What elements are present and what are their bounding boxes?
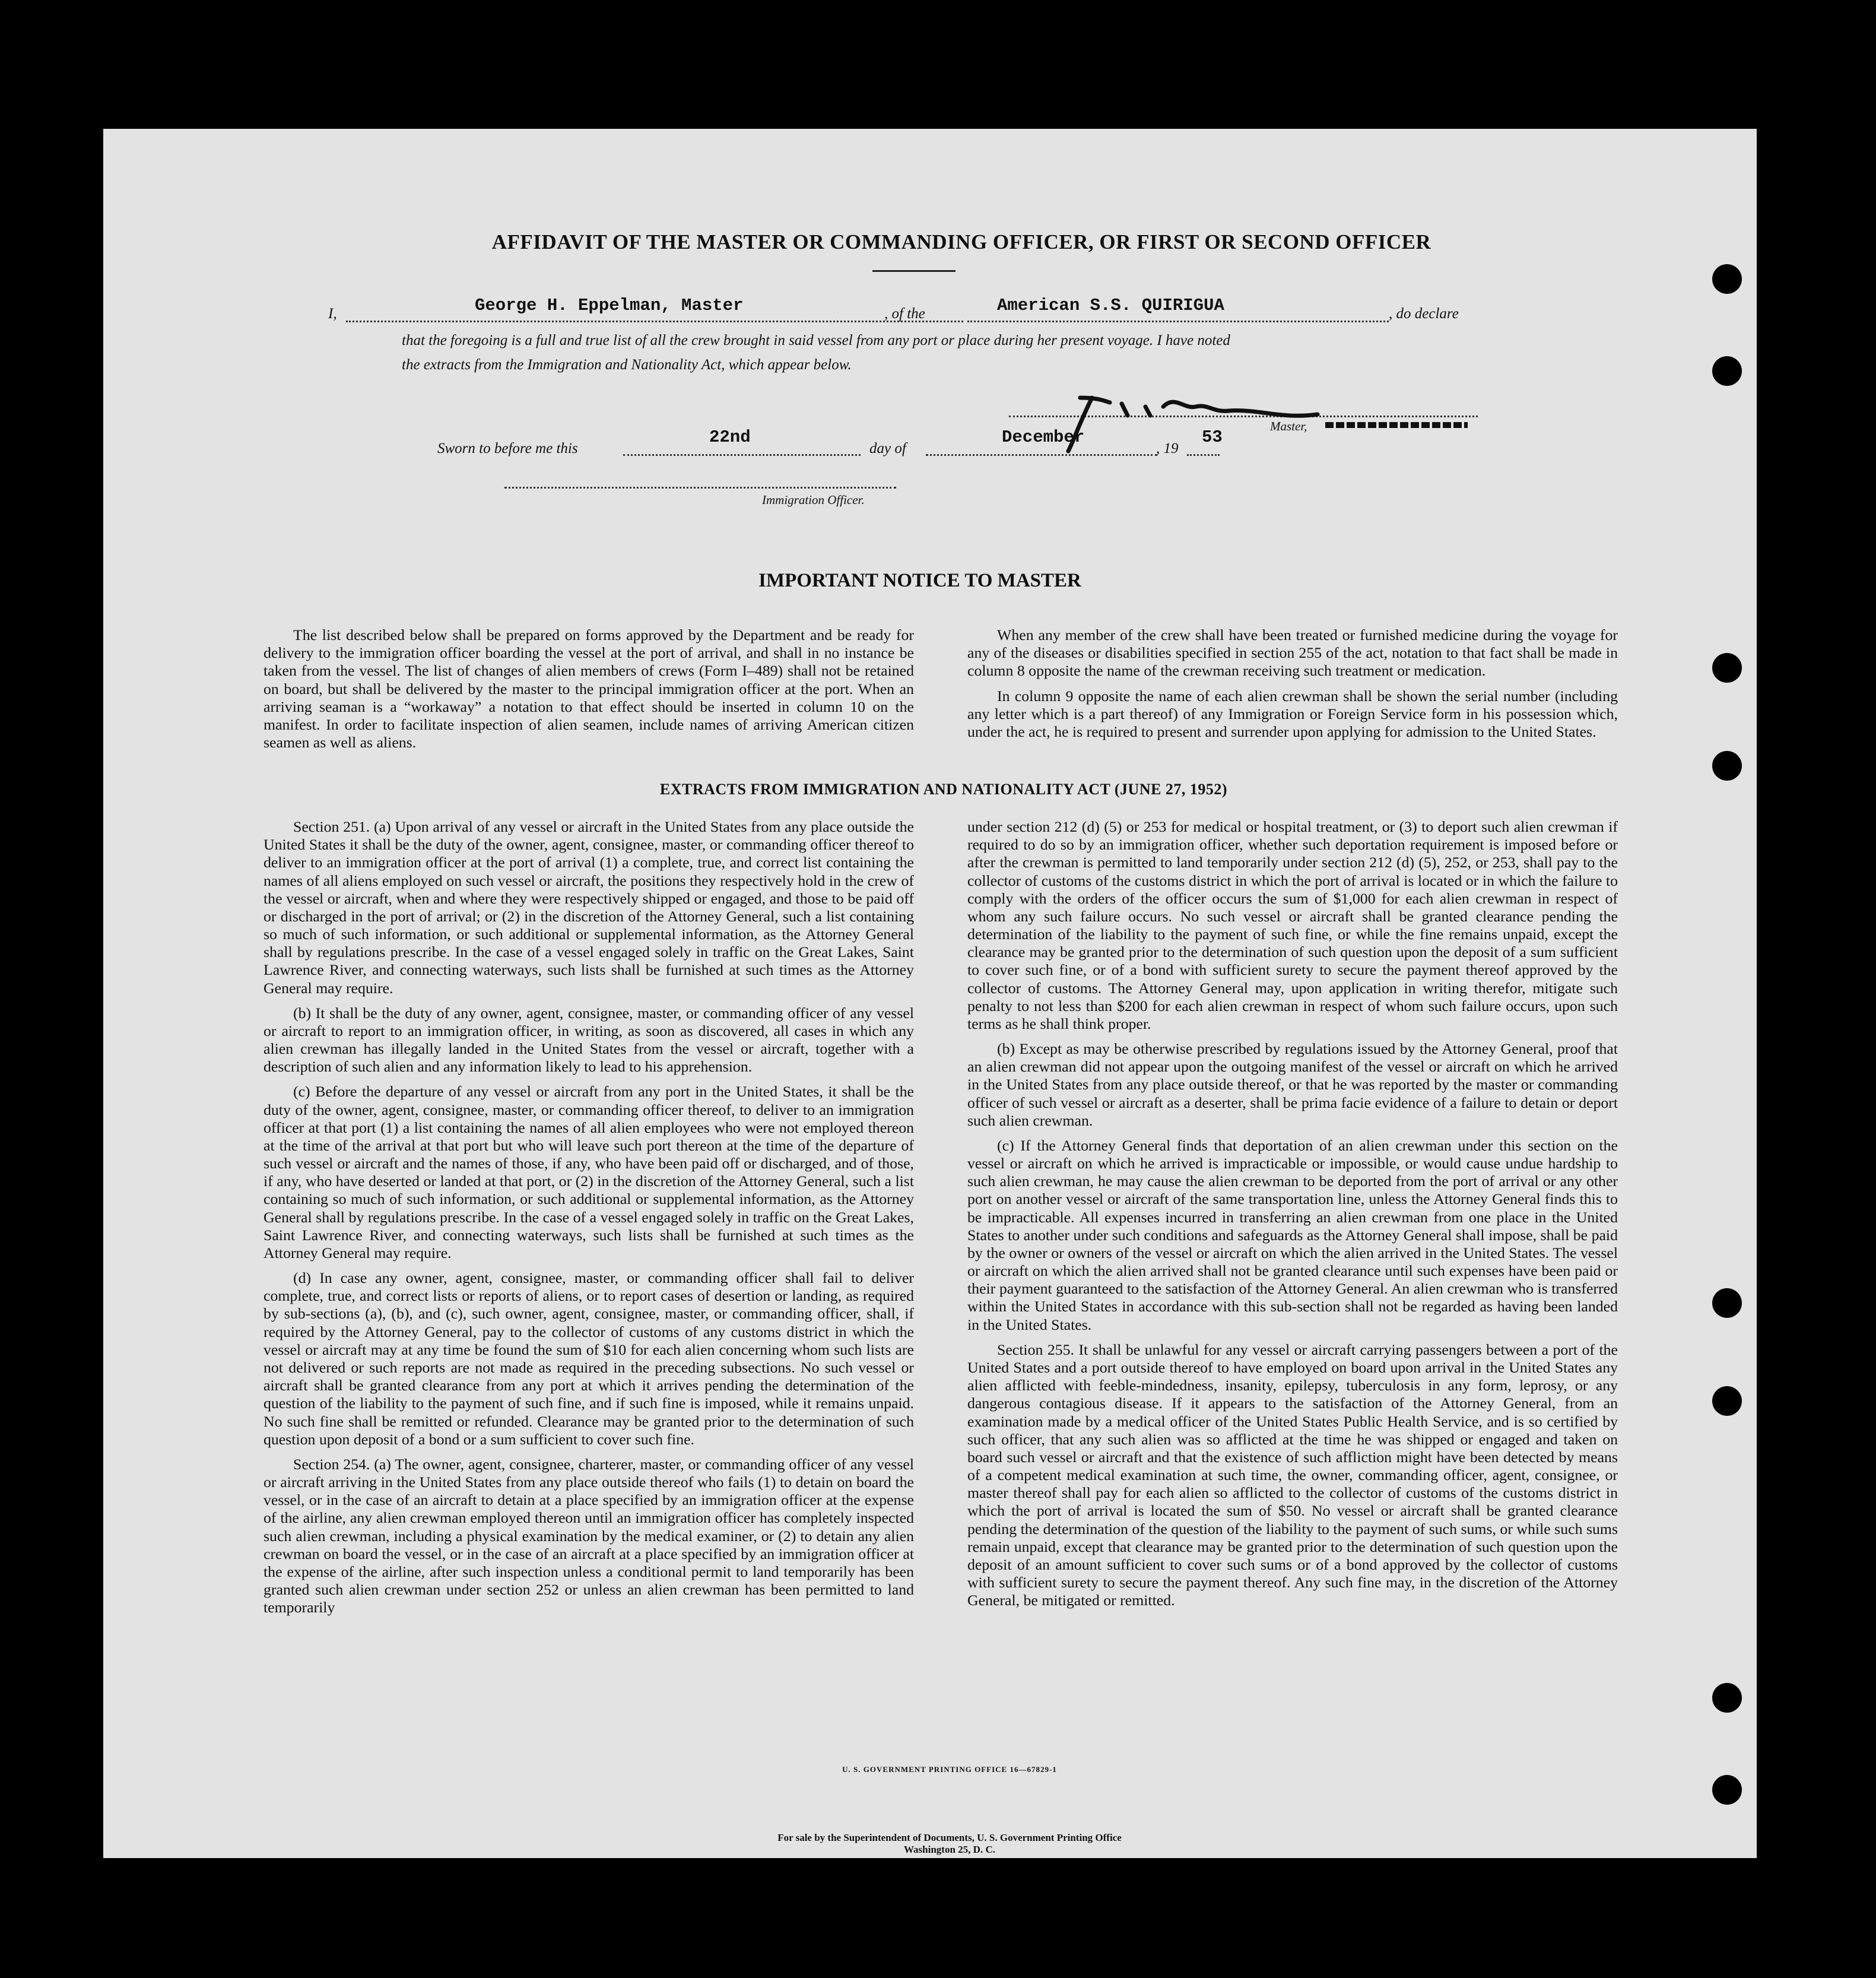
- section-251-a: Section 251. (a) Upon arrival of any vessel or aircraft in the United States from any place outside the United States it shall be the duty of the owner, agent, consignee, master, or commanding officer thereof to deliver to an immigration officer at the port of arrival (1) a complete, true, and correct list containing the names of all aliens employed on such vessel or aircraft, the positions they respectively hold in the crew of the vessel or aircraft, when and where they were respectively shipped or engaged, and those to be paid off or discharged in the port of arrival; or (2) in the discretion of the Attorney General, such a list containing so much of such information, or such additional or supplemental information, as the Attorney General shall by regulations prescribe. In the case of a vessel engaged solely in traffic on the Great Lakes, Saint Lawrence River, and connecting waterways, such lists shall be furnished at such times as the Attorney General may require.: [264, 818, 914, 997]
- of-the-label: , of the: [884, 306, 925, 322]
- extracts-title: EXTRACTS FROM IMMIGRATION AND NATIONALITY ACT (JUNE 27, 1952): [659, 781, 1228, 798]
- notice-right-paragraph-2: In column 9 opposite the name of each alien crewman shall be shown the serial number (including any letter which is a part thereof) of any Immigration or Foreign Service form in his possession which, under the act, he is required to present and surrender upon applying for admission to the United States.: [967, 687, 1618, 740]
- affidavit-title: AFFIDAVIT OF THE MASTER OR COMMANDING OFFICER, OR FIRST OR SECOND OFFICER: [491, 230, 1431, 253]
- declarant-line: [346, 321, 963, 322]
- section-251-c: (c) Before the departure of any vessel or aircraft from any port in the United States, it shall be the duty of the owner, agent, consignee, master, or commanding officer thereof, to deliver to an immigration officer at that port (1) a list containing the names of all alien employees who were not employed thereon at the time of the arrival at that port but who will leave such port thereon at the time of the departure of such vessel or aircraft and the names of those, if any, who have been paid off or discharged, and of those, if any, who have deserted or landed at that port, or (2) in the discretion of the Attorney General, such a list containing so much of such information, or such additional or supplemental information, as the Attorney General shall by regulations prescribe. In the case of a vessel engaged solely in traffic on the Great Lakes, Saint Lawrence River, and connecting waterways, such lists shall be furnished at such times as the Attorney General may require.: [264, 1083, 914, 1261]
- binder-hole: [1712, 356, 1742, 386]
- binder-hole: [1712, 264, 1742, 294]
- year-line: [1187, 454, 1220, 456]
- section-251-b: (b) It shall be the duty of any owner, agent, consignee, master, or commanding officer of any vessel or aircraft to report to an immigration officer, in writing, as soon as discovered, all cases in which any alien crewman has illegally landed in the United States from the vessel or aircraft, together with a description of such alien and any information likely to lead to his apprehension.: [264, 1004, 914, 1076]
- declarant-name: George H. Eppelman, Master: [475, 296, 744, 315]
- binder-hole: [1712, 1775, 1742, 1805]
- notice-left-paragraph: The list described below shall be prepared on forms approved by the Department and be ready for delivery to the immigration officer boarding the vessel at the port of arrival, and shall in no instance be taken from the vessel. The list of changes of alien members of crews (Form I–489) shall not be retained on board, but shall be delivered by the master to the principal immigration officer at the port. When an arriving seaman is a “workaway” a notation to that effect should be inserted in column 10 on the manifest. In order to facilitate inspection of alien seamen, include names of arriving American citizen seamen as well as aliens.: [264, 626, 914, 752]
- do-declare-label: , do declare: [1389, 306, 1459, 322]
- notice-left-column: [264, 626, 914, 759]
- section-254-c: (c) If the Attorney General finds that deportation of an alien crewman under this section on the vessel or aircraft on which he arrived is impracticable or impossible, or would cause undue hardship to such alien crewman, he may cause the alien crewman to be deported from the port of arrival or any other port on another vessel or aircraft of the same transportation line, unless the Attorney General finds this to be impracticable. All expenses incurred in transferring an alien crewman from one place in the United States to another under such conditions and safeguards as the Attorney General shall impose, shall be paid by the owner or owners of the vessel or aircraft on which the alien arrived in the United States. The vessel or aircraft on which the alien arrived shall not be granted clearance until such expenses have been paid or their payment guaranteed to the satisfaction of the Attorney General. An alien crewman who is transferred within the United States in accordance with this sub-section shall not be regarded as having been landed in the United States.: [967, 1136, 1618, 1333]
- sale-notice-line-2: Washington 25, D. C.: [904, 1844, 995, 1855]
- master-label: Master,: [1270, 419, 1307, 433]
- binder-hole: [1712, 1288, 1742, 1318]
- sworn-day-line: [623, 454, 861, 456]
- sworn-month-line: [926, 454, 1157, 456]
- notice-title: IMPORTANT NOTICE TO MASTER: [758, 570, 1081, 591]
- i-label: I,: [328, 306, 337, 322]
- extracts-left-column: [264, 818, 914, 1624]
- sale-notice-line-1: For sale by the Superintendent of Documents, U. S. Government Printing Office: [777, 1832, 1122, 1843]
- declaration-line-1: that the foregoing is a full and true list of all the crew brought in said vessel from any port or place during her present voyage. I have noted: [402, 332, 1230, 348]
- sworn-year: 53: [1202, 427, 1223, 447]
- immigration-officer-label: Immigration Officer.: [762, 493, 865, 507]
- binder-hole: [1712, 653, 1742, 683]
- day-of-label: day of: [869, 440, 906, 457]
- notice-right-paragraph-1: When any member of the crew shall have been treated or furnished medicine during the voyage for any of the diseases or disabilities specified in section 255 of the act, notation to that fact shall be made in column 8 opposite the name of the crewman receiving such treatment or medication.: [967, 626, 1618, 680]
- binder-hole: [1712, 1683, 1742, 1713]
- sworn-label: Sworn to before me this: [437, 440, 578, 457]
- immigration-officer-line: [504, 487, 896, 489]
- declaration-line-2: the extracts from the Immigration and Nationality Act, which appear below.: [402, 357, 852, 373]
- notice-right-column: [967, 626, 1618, 748]
- vessel-line: [967, 321, 1389, 322]
- section-254-b: (b) Except as may be otherwise prescribed by regulations issued by the Attorney General, proof that an alien crewman did not appear upon the outgoing manifest of the vessel or aircraft on which he arrived in the United States from any place outside thereof, or that he was reported by the master or commanding officer of such vessel or aircraft as a deserter, shall be prima facie evidence of a failure to detain or deport such alien crewman.: [967, 1040, 1618, 1129]
- title-rule: [872, 270, 956, 272]
- gpo-imprint: U. S. GOVERNMENT PRINTING OFFICE 16—67829-1: [842, 1765, 1057, 1774]
- year-prefix: , 19: [1156, 440, 1179, 457]
- binder-hole: [1712, 1386, 1742, 1416]
- sworn-month: December: [1002, 427, 1085, 447]
- section-251-d: (d) In case any owner, agent, consignee, master, or commanding officer shall fail to deliver complete, true, and correct lists or reports of aliens, or to report cases of desertion or landing, as required by sub-sections (a), (b), and (c), such owner, agent, consignee, master, or commanding officer, shall, if required by the Attorney General, pay to the collector of customs of any customs district in which the vessel or aircraft may at any time be found the sum of $10 for each alien concerning whom such lists are not delivered or such reports are not made as required in the preceding subsections. No such vessel or aircraft shall be granted clearance from any port at which it arrives pending the determination of the question of the liability to the payment of such fine, and if such fine is imposed, while it remains unpaid. No such fine shall be remitted or refunded. Clearance may be granted prior to the determination of such question upon deposit of a bond or a sum sufficient to cover such fine.: [264, 1269, 914, 1448]
- section-254-a: Section 254. (a) The owner, agent, consignee, charterer, master, or commanding officer of any vessel or aircraft arriving in the United States from any place outside thereof who fails (1) to detain on board the vessel, or in the case of an aircraft to detain at a place specified by an immigration officer at the expense of the airline, any alien crewman employed thereon until an immigration officer has completely inspected such alien crewman, including a physical examination by the medical examiner, or (2) to detain any alien crewman on board the vessel, or in the case of an aircraft at a place specified by an immigration officer at the expense of the airline, after such inspection unless a conditional permit to land temporarily has been granted such alien crewman under section 252 or unless an alien crewman has been permitted to land temporarily: [264, 1455, 914, 1616]
- struck-out-title: [1325, 419, 1468, 430]
- section-254-a-continued: under section 212 (d) (5) or 253 for medical or hospital treatment, or (3) to deport such alien crewman if required to do so by an immigration officer, whether such deportation requirement is imposed before or after the crewman is permitted to land temporarily under section 212 (d) (5), 252, or 253, shall pay to the collector of customs of the customs district in which the port of arrival is located or in which the failure to comply with the orders of the officer occurs the sum of $1,000 for each alien crewman in respect of whom any such failure occurs. No such vessel or aircraft shall be granted clearance pending the determination of the liability to the payment of such fine, or while the fine remains unpaid, except the clearance may be granted prior to the determination of such question upon the deposit of a sum sufficient to cover such fine, or of a bond with sufficient surety to secure the payment thereof approved by the collector of customs. The Attorney General may, upon application in writing therefor, mitigate such penalty to not less than $200 for each alien crewman in respect of whom such failure occurs, upon such terms as he shall think proper.: [967, 818, 1618, 1032]
- vessel-name: American S.S. QUIRIGUA: [997, 296, 1224, 315]
- binder-hole: [1712, 751, 1742, 781]
- sworn-day: 22nd: [709, 427, 751, 447]
- section-255: Section 255. It shall be unlawful for any vessel or aircraft carrying passengers between a port of the United States and a port outside thereof to have employed on board upon arrival in the United States any alien afflicted with feeble-mindedness, insanity, epilepsy, tuberculosis in any form, leprosy, or any dangerous contagious disease. If it appears to the satisfaction of the Attorney General, from an examination made by a medical officer of the United States Public Health Service, and is so certified by such officer, that any such alien was so afflicted at the time he was shipped or engaged and taken on board such vessel or aircraft and that the existence of such affliction might have been detected by means of a competent medical examination at such time, the owner, commanding officer, agent, consignee, or master thereof shall pay for each alien so afflicted to the collector of customs of the customs district in which the port of arrival is located the sum of $50. No vessel or aircraft shall be granted clearance pending the determination of the question of the liability to the payment of such sums, or while such sums remain unpaid, except that clearance may be granted prior to the determination of such question upon the deposit of an amount sufficient to cover such sums or of a bond approved by the collector of customs with sufficient surety to secure the payment thereof. Any such fine may, in the discretion of the Attorney General, be mitigated or remitted.: [967, 1340, 1618, 1609]
- extracts-right-column: [967, 818, 1618, 1616]
